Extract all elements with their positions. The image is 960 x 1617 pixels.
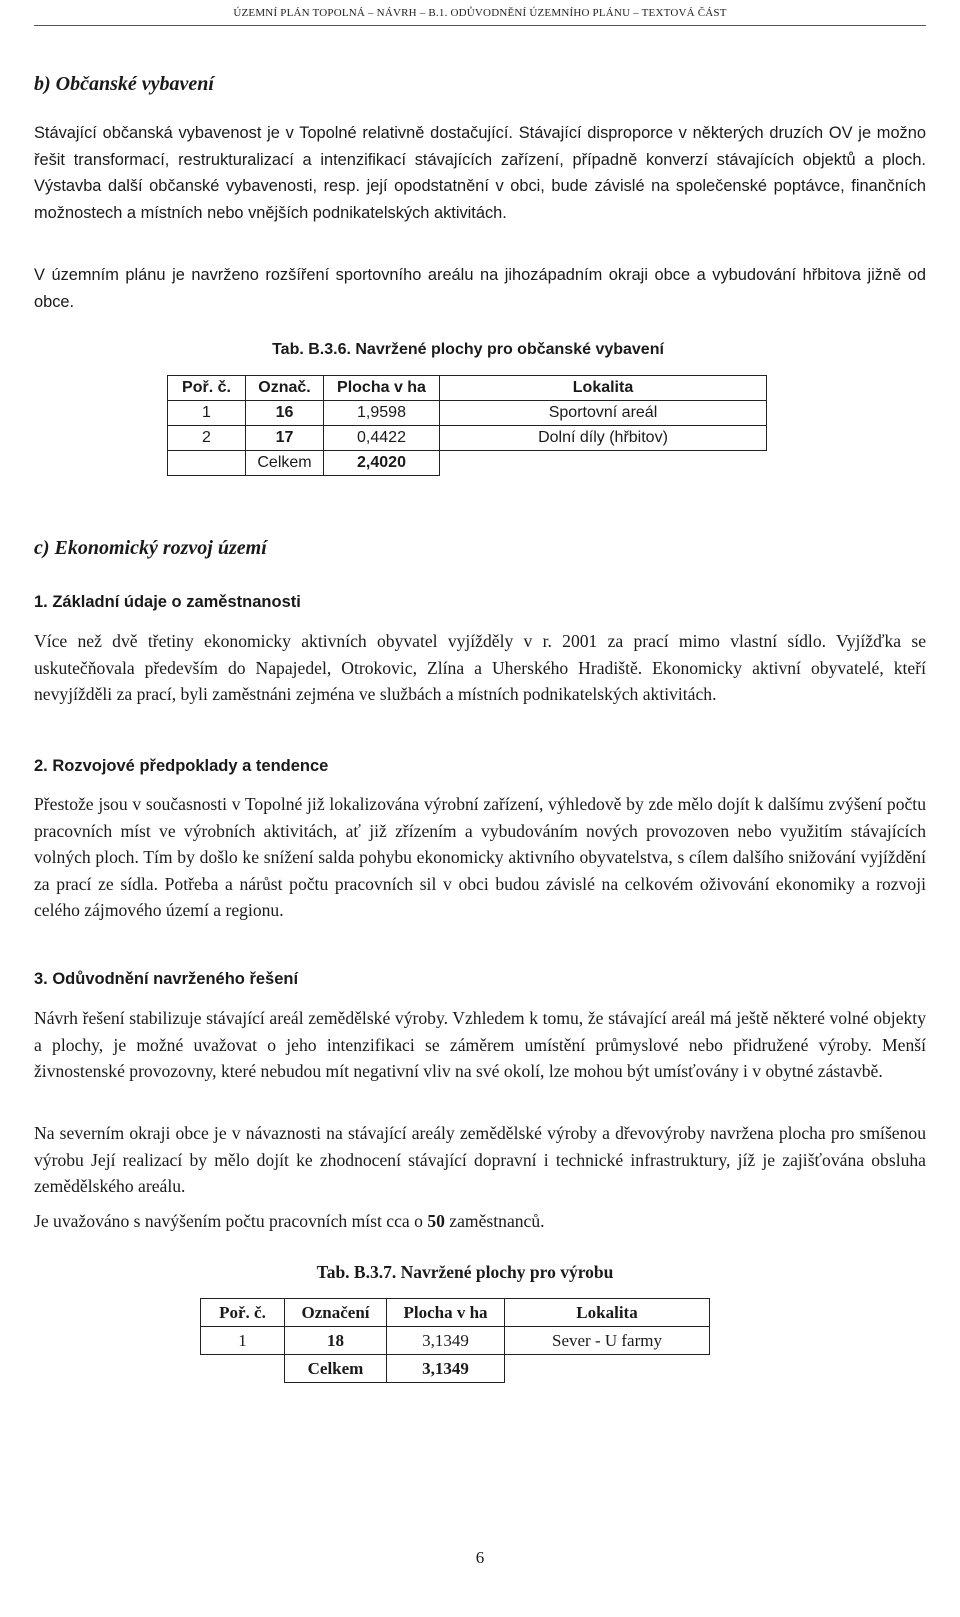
table-2-header-row [201,1299,710,1327]
subsection-1-paragraph-text: Více než dvě třetiny ekonomicky aktivních obyvatel vyjížděly v r. 2001 za prací mimo vlastní sídlo. Vyjížďka se uskutečňovala především do Napajedel, Otrokovic, Zlína a Uherského Hradiště. Ekonomicky aktivní obyvatelé, kteří nevyjížděli za prací, byli zaměstnáni zejména ve službách a místních podnikatelských aktivitách. [34,631,926,704]
table-1-header-cell: Lokalita [440,376,767,401]
header-rule [34,25,926,26]
table-2-header-cell: Lokalita [505,1299,710,1327]
table-cell: 1 [201,1327,285,1355]
subsection-3-paragraph-3-pre: Je uvažováno s navýšením počtu pracovních míst cca o [34,1211,428,1231]
subsection-2-paragraph [34,791,926,924]
table-cell [505,1355,710,1383]
table-2-caption: Tab. B.3.7. Navržené plochy pro výrobu [316,1262,614,1282]
subsection-1-paragraph [34,628,926,708]
table-2-header-cell: Označení [285,1299,387,1327]
table-row [201,1327,710,1355]
table-1-caption: Tab. B.3.6. Navržené plochy pro občanské vybavení [272,341,664,358]
table-cell [168,451,246,476]
table-2-total-value: 3,1349 [387,1355,505,1383]
table-1-header-cell: Plocha v ha [324,376,440,401]
table-1-total-row [168,451,767,476]
table-2-total-label: Celkem [285,1355,387,1383]
table-cell: Dolní díly (hřbitov) [440,426,767,451]
table-2 [200,1298,710,1383]
subsection-3-paragraph-3-post: zaměstnanců. [444,1211,545,1231]
section-b-paragraph-1 [34,120,926,226]
table-cell: 3,1349 [387,1327,505,1355]
table-2-header-cell: Plocha v ha [387,1299,505,1327]
table-cell: 2 [168,426,246,451]
table-cell: 0,4422 [324,426,440,451]
running-header: ÚZEMNÍ PLÁN TOPOLNÁ – NÁVRH – B.1. ODŮVODNĚNÍ ÚZEMNÍHO PLÁNU – TEXTOVÁ ČÁST [233,7,727,19]
table-1-header-row [168,376,767,401]
workplaces-count: 50 [427,1211,445,1231]
table-cell [201,1355,285,1383]
table-2-total-row [201,1355,710,1383]
section-b-heading: b) Občanské vybavení [34,73,214,95]
table-1-header-cell: Poř. č. [168,376,246,401]
subsection-3-paragraph-2 [34,1120,926,1200]
subsection-3-paragraph-1-text: Návrh řešení stabilizuje stávající areál zemědělské výroby. Vzhledem k tomu, že stávající areál má ještě některé volné objekty a plochy, je možné uvažovat o jeho intenzifikaci se záměrem umístění průmyslové nebo přidružené výroby. Menší živnostenské provozovny, které nebudou mít negativní vliv na své okolí, lze mohou být umísťovány i v obytné zástavbě. [34,1008,926,1081]
table-cell: 17 [246,426,324,451]
subsection-3-paragraph-2-text: Na severním okraji obce je v návaznosti na stávající areály zemědělské výroby a dřevovýroby navržena plocha pro smíšenou výrobu Její realizací by mělo dojít ke zhodnocení stávající dopravní i technické infrastruktury, jíž je zajišťována obsluha zemědělského areálu. [34,1123,926,1196]
subsection-2-heading: 2. Rozvojové předpoklady a tendence [34,757,329,775]
page-number: 6 [475,1548,485,1567]
section-b-paragraph-2-text: V územním plánu je navrženo rozšíření sportovního areálu na jihozápadním okraji obce a vybudování hřbitova jižně od obce. [34,266,926,311]
section-b-paragraph-1-text: Stávající občanská vybavenost je v Topolné relativně dostačující. Stávající disproporce v některých druzích OV je možno řešit transformací, restrukturalizací a intenzifikací stávajících zařízení, případně konverzí stávajících objektů a ploch. Výstavba další občanské vybavenosti, resp. její opodstatnění v obci, bude závislé na společenské poptávce, finančních možnostech a místních nebo vnějších podnikatelských aktivitách. [34,124,926,222]
table-cell [440,451,767,476]
table-row [168,401,767,426]
table-1-header-cell: Označ. [246,376,324,401]
table-cell: 18 [285,1327,387,1355]
table-cell: 1,9598 [324,401,440,426]
table-1-total-label: Celkem [246,451,324,476]
table-cell: Sportovní areál [440,401,767,426]
section-b-paragraph-2 [34,262,926,315]
subsection-3-heading: 3. Odůvodnění navrženého řešení [34,970,299,988]
table-2-header-cell: Poř. č. [201,1299,285,1327]
table-1 [167,375,767,476]
table-1-total-value: 2,4020 [324,451,440,476]
table-row [168,426,767,451]
table-cell: Sever - U farmy [505,1327,710,1355]
section-c-heading: c) Ekonomický rozvoj území [34,537,267,559]
subsection-3-paragraph-1 [34,1005,926,1085]
table-cell: 16 [246,401,324,426]
subsection-1-heading: 1. Základní údaje o zaměstnanosti [34,593,301,611]
subsection-3-paragraph-3 [34,1208,926,1235]
table-cell: 1 [168,401,246,426]
subsection-2-paragraph-text: Přestože jsou v současnosti v Topolné již lokalizována výrobní zařízení, výhledově by zde mělo dojít k dalšímu zvýšení počtu pracovních míst ve výrobních aktivitách, ať již zřízením a vybudováním nových provozoven nebo využitím stávajících volných ploch. Tím by došlo ke snížení salda pohybu ekonomicky aktivního obyvatelstva, s cílem dalšího snižování vyjíždění za prací ze sídla. Potřeba a nárůst počtu pracovních sil v obci budou závislé na celkovém oživování ekonomiky a rozvoji celého zájmového území a regionu. [34,794,926,920]
